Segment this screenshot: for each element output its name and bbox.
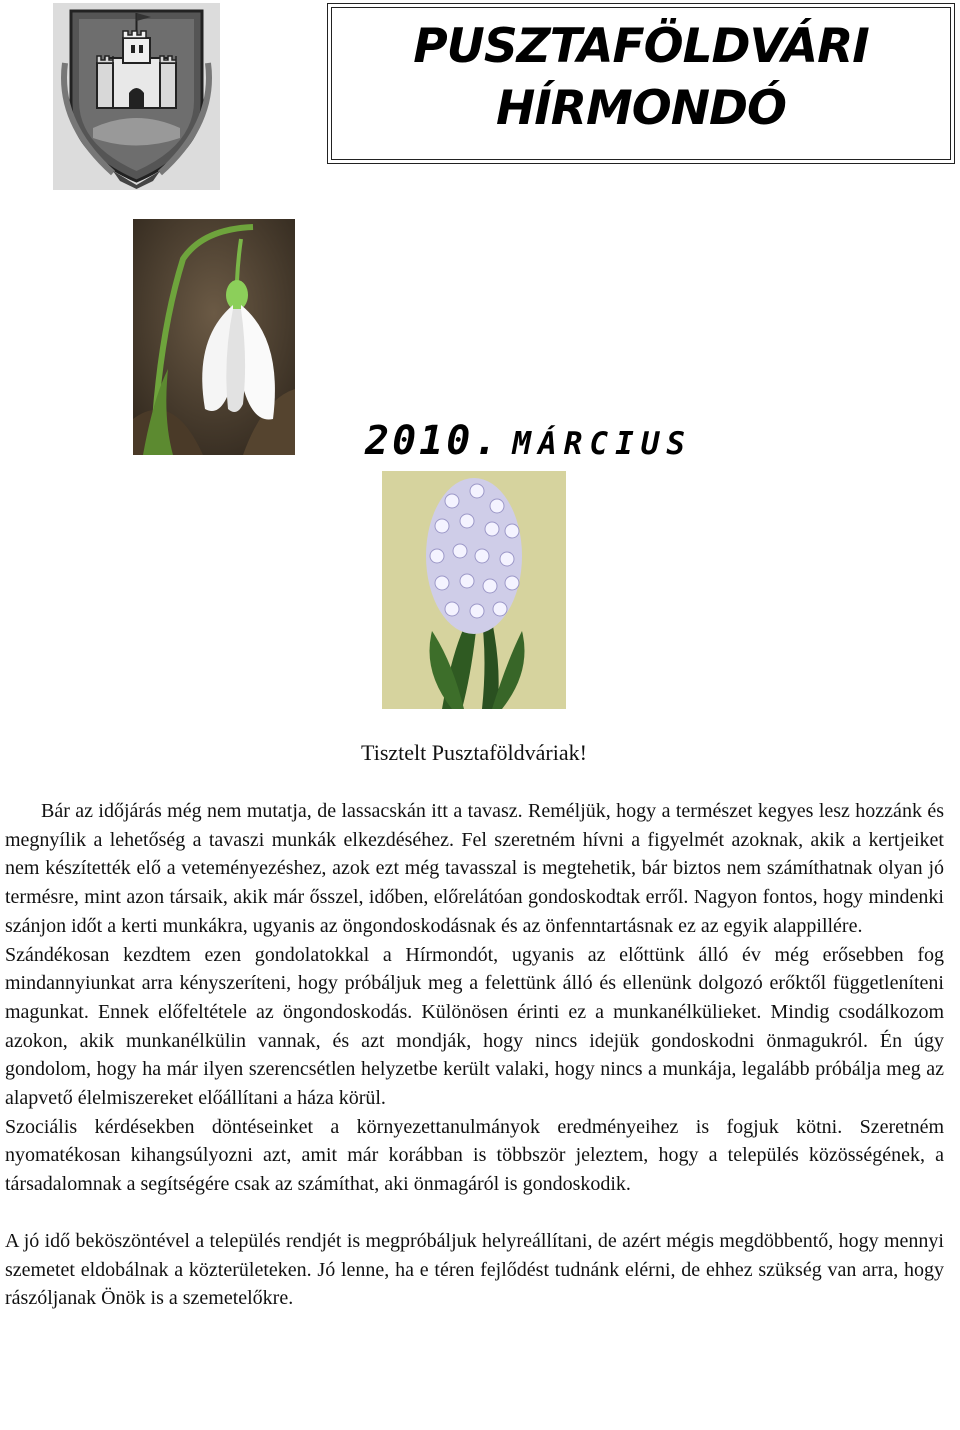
newsletter-title <box>328 16 954 140</box>
issue-date <box>365 418 692 464</box>
paragraph-3: Szociális kérdésekben döntéseinket a környezettanulmányok eredményeihez is fogjuk kötni. Szeretném nyomatékosan kihangsúlyozni azt, amit már korábban is többször jeleztem, hogy a település közösségének, a társadalomnak a segítségére csak az számíthat, aki önmagáról is gondoskodik. <box>5 1115 944 1196</box>
masthead-box <box>327 3 955 164</box>
greeting-line: Tisztelt Pusztaföldváriak! <box>361 740 587 765</box>
issue-year: 2010. <box>365 418 501 464</box>
hyacinth-photo <box>382 471 566 709</box>
hyacinth-flower-icon <box>382 471 566 709</box>
paragraph-4: A jó idő beköszöntével a település rendjét is megpróbáljuk helyreállítani, de azért mégis megdöbbentő, hogy mennyi szemetet eldobálnak a közterületeken. Jó lenne, ha e téren fejlődést tudnánk elérni, de ehhez szükség van arra, hogy rászóljanak Önök is a szemetelőkre. <box>5 1229 944 1310</box>
article-body <box>5 797 944 1313</box>
title-line-1: PUSZTAFÖLDVÁRI <box>413 19 869 74</box>
castle-crest-icon <box>53 3 220 190</box>
paragraph-1: Bár az időjárás még nem mutatja, de lassacskán itt a tavasz. Reméljük, hogy a természet kegyes lesz hozzánk és megnyílik a lehetőség a tavaszi munkák elkezdéséhez. Fel szeretném hívni a figyelmét azoknak, akik a kertjeiket nem készítették elő a veteményezéshez, azok ezt még tavasszal is megtehetik, bár biztos nem számíthatnak olyan jó termésre, mint azon társaik, akik már ősszel, időben, előrelátóan gondoskodtak erről. Nagyon fontos, hogy mindenki szánjon időt a kerti munkákra, ugyanis az öngondoskodásnak és az önfenntartásnak ez az egyik alappillére. <box>5 800 944 937</box>
snowdrop-photo <box>133 219 295 455</box>
title-line-2: HÍRMONDÓ <box>495 81 787 136</box>
coat-of-arms-image <box>53 3 220 190</box>
issue-month: MÁRCIUS <box>512 426 693 462</box>
snowdrop-flower-icon <box>133 219 295 455</box>
paragraph-2: Szándékosan kezdtem ezen gondolatokkal a Hírmondót, ugyanis az előttünk álló év még erősebben fog mindannyiunkat arra kényszeríteni, hogy próbáljuk meg a felettünk álló és ellenünk dolgozó erőktől függetleníteni magunkat. Ennek előfeltétele az öngondoskodás. Különösen érinti ez a munkanélkülieket. Mindig csodálkozom azokon, akik munkanélkülin vannak, és azt mondják, hogy nincs idejük gondoskodni önmagukról. Én úgy gondolom, hogy ha már ilyen szerencsétlen helyzetbe került valaki, hogy nincs a munkája, legalább próbálja meg az alapvető élelmiszereket előállítani a háza körül. <box>5 943 944 1110</box>
